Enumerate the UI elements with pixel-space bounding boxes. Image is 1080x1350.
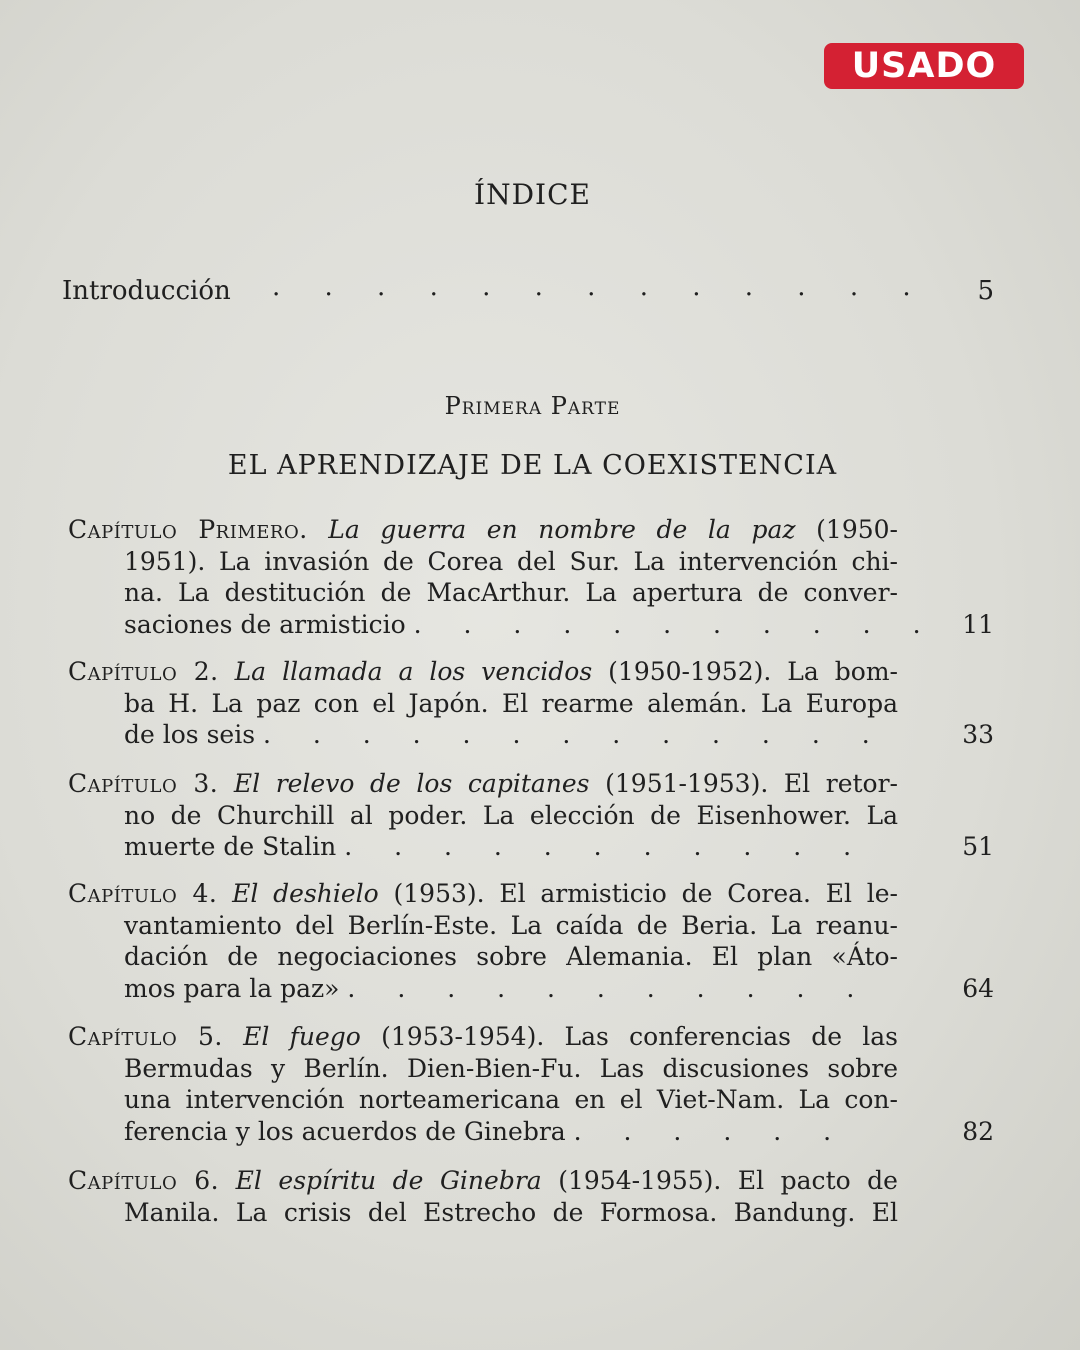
chapter-text: (1950-1952). La bom-	[608, 657, 898, 686]
leader-dots: . . . . . . . . . . . . .	[262, 720, 887, 749]
toc-entry-chapter-1	[68, 514, 994, 640]
toc-entry-chapter-2	[68, 656, 994, 751]
leader-dots: . . . . . . . . . . .	[347, 973, 872, 1003]
chapter-text: (1951-1953). El retor-	[605, 769, 899, 798]
chapter-text: 1951). La invasión de Corea del Sur. La intervención chi-	[124, 546, 898, 576]
chapter-title: El relevo de los capitanes	[233, 769, 590, 798]
chapter-text: vantamiento del Berlín-Este. La caída de Beria. La reanu-	[124, 910, 898, 940]
chapter-text: no de Churchill al poder. La elección de Eisenhower. La	[124, 800, 898, 830]
section-heading: EL APRENDIZAJE DE LA COEXISTENCIA	[227, 450, 838, 481]
chapter-label: Capítulo Primero.	[68, 515, 308, 544]
chapter-text: (1950-	[816, 515, 898, 544]
page-number: 82	[962, 1116, 994, 1146]
chapter-label: Capítulo 5.	[68, 1022, 223, 1051]
chapter-text: Manila. La crisis del Estrecho de Formosa. Bandung. El	[124, 1197, 898, 1227]
chapter-text: (1953). El armisticio de Corea. El le-	[393, 879, 898, 908]
chapter-text: saciones de armisticio	[124, 609, 406, 639]
toc-entry-chapter-3	[68, 768, 994, 863]
page-number: 64	[962, 973, 994, 1003]
toc-entry-chapter-5	[68, 1021, 994, 1147]
page-number: 51	[962, 832, 994, 861]
chapter-text: muerte de Stalin	[124, 832, 337, 861]
part-heading: Primera Parte	[444, 392, 621, 420]
leader-dots: . . . . . . . . . . .	[344, 832, 869, 861]
toc-entry-chapter-6	[68, 1165, 994, 1228]
leader-dots: . . . . . . . . . . . . .	[272, 272, 929, 302]
chapter-label: Capítulo 2.	[68, 657, 219, 686]
chapter-title: El deshielo	[232, 879, 379, 908]
used-badge: USADO	[824, 43, 1024, 89]
chapter-text: mos para la paz»	[124, 973, 340, 1003]
leader-dots: . . . . . .	[573, 1116, 849, 1146]
toc-entry-chapter-4	[68, 878, 994, 1004]
chapter-label: Capítulo 4.	[68, 879, 218, 908]
page-title: ÍNDICE	[474, 178, 591, 211]
chapter-text: ba H. La paz con el Japón. El rearme alemán. La Europa	[124, 688, 898, 718]
chapter-text: una intervención norteamericana en el Viet-Nam. La con-	[124, 1085, 898, 1114]
chapter-text: dación de negociaciones sobre Alemania. El plan «Áto-	[124, 942, 898, 971]
chapter-label: Capítulo 3.	[68, 769, 219, 798]
chapter-title: El espíritu de Ginebra	[235, 1166, 542, 1195]
toc-entry-introduction	[62, 272, 994, 308]
chapter-text: Bermudas y Berlín. Dien-Bien-Fu. Las discusiones sobre	[124, 1053, 898, 1083]
chapter-text: na. La destitución de MacArthur. La apertura de conver-	[124, 578, 898, 607]
chapter-title: La llamada a los vencidos	[234, 657, 593, 686]
chapter-text: (1954-1955). El pacto de	[558, 1166, 898, 1195]
chapter-text: ferencia y los acuerdos de Ginebra	[124, 1116, 566, 1146]
chapter-title: La guerra en nombre de la paz	[328, 515, 796, 544]
leader-dots: . . . . . . . . . . .	[413, 609, 938, 639]
page-number: 5	[977, 276, 994, 306]
page-number: 11	[962, 609, 994, 639]
toc-entry-label: Introducción	[62, 276, 231, 306]
chapter-text: de los seis	[124, 720, 256, 749]
chapter-label: Capítulo 6.	[68, 1166, 220, 1195]
page-number: 33	[962, 720, 994, 749]
chapter-text: (1953-1954). Las conferencias de las	[381, 1022, 898, 1051]
chapter-title: El fuego	[243, 1022, 361, 1051]
